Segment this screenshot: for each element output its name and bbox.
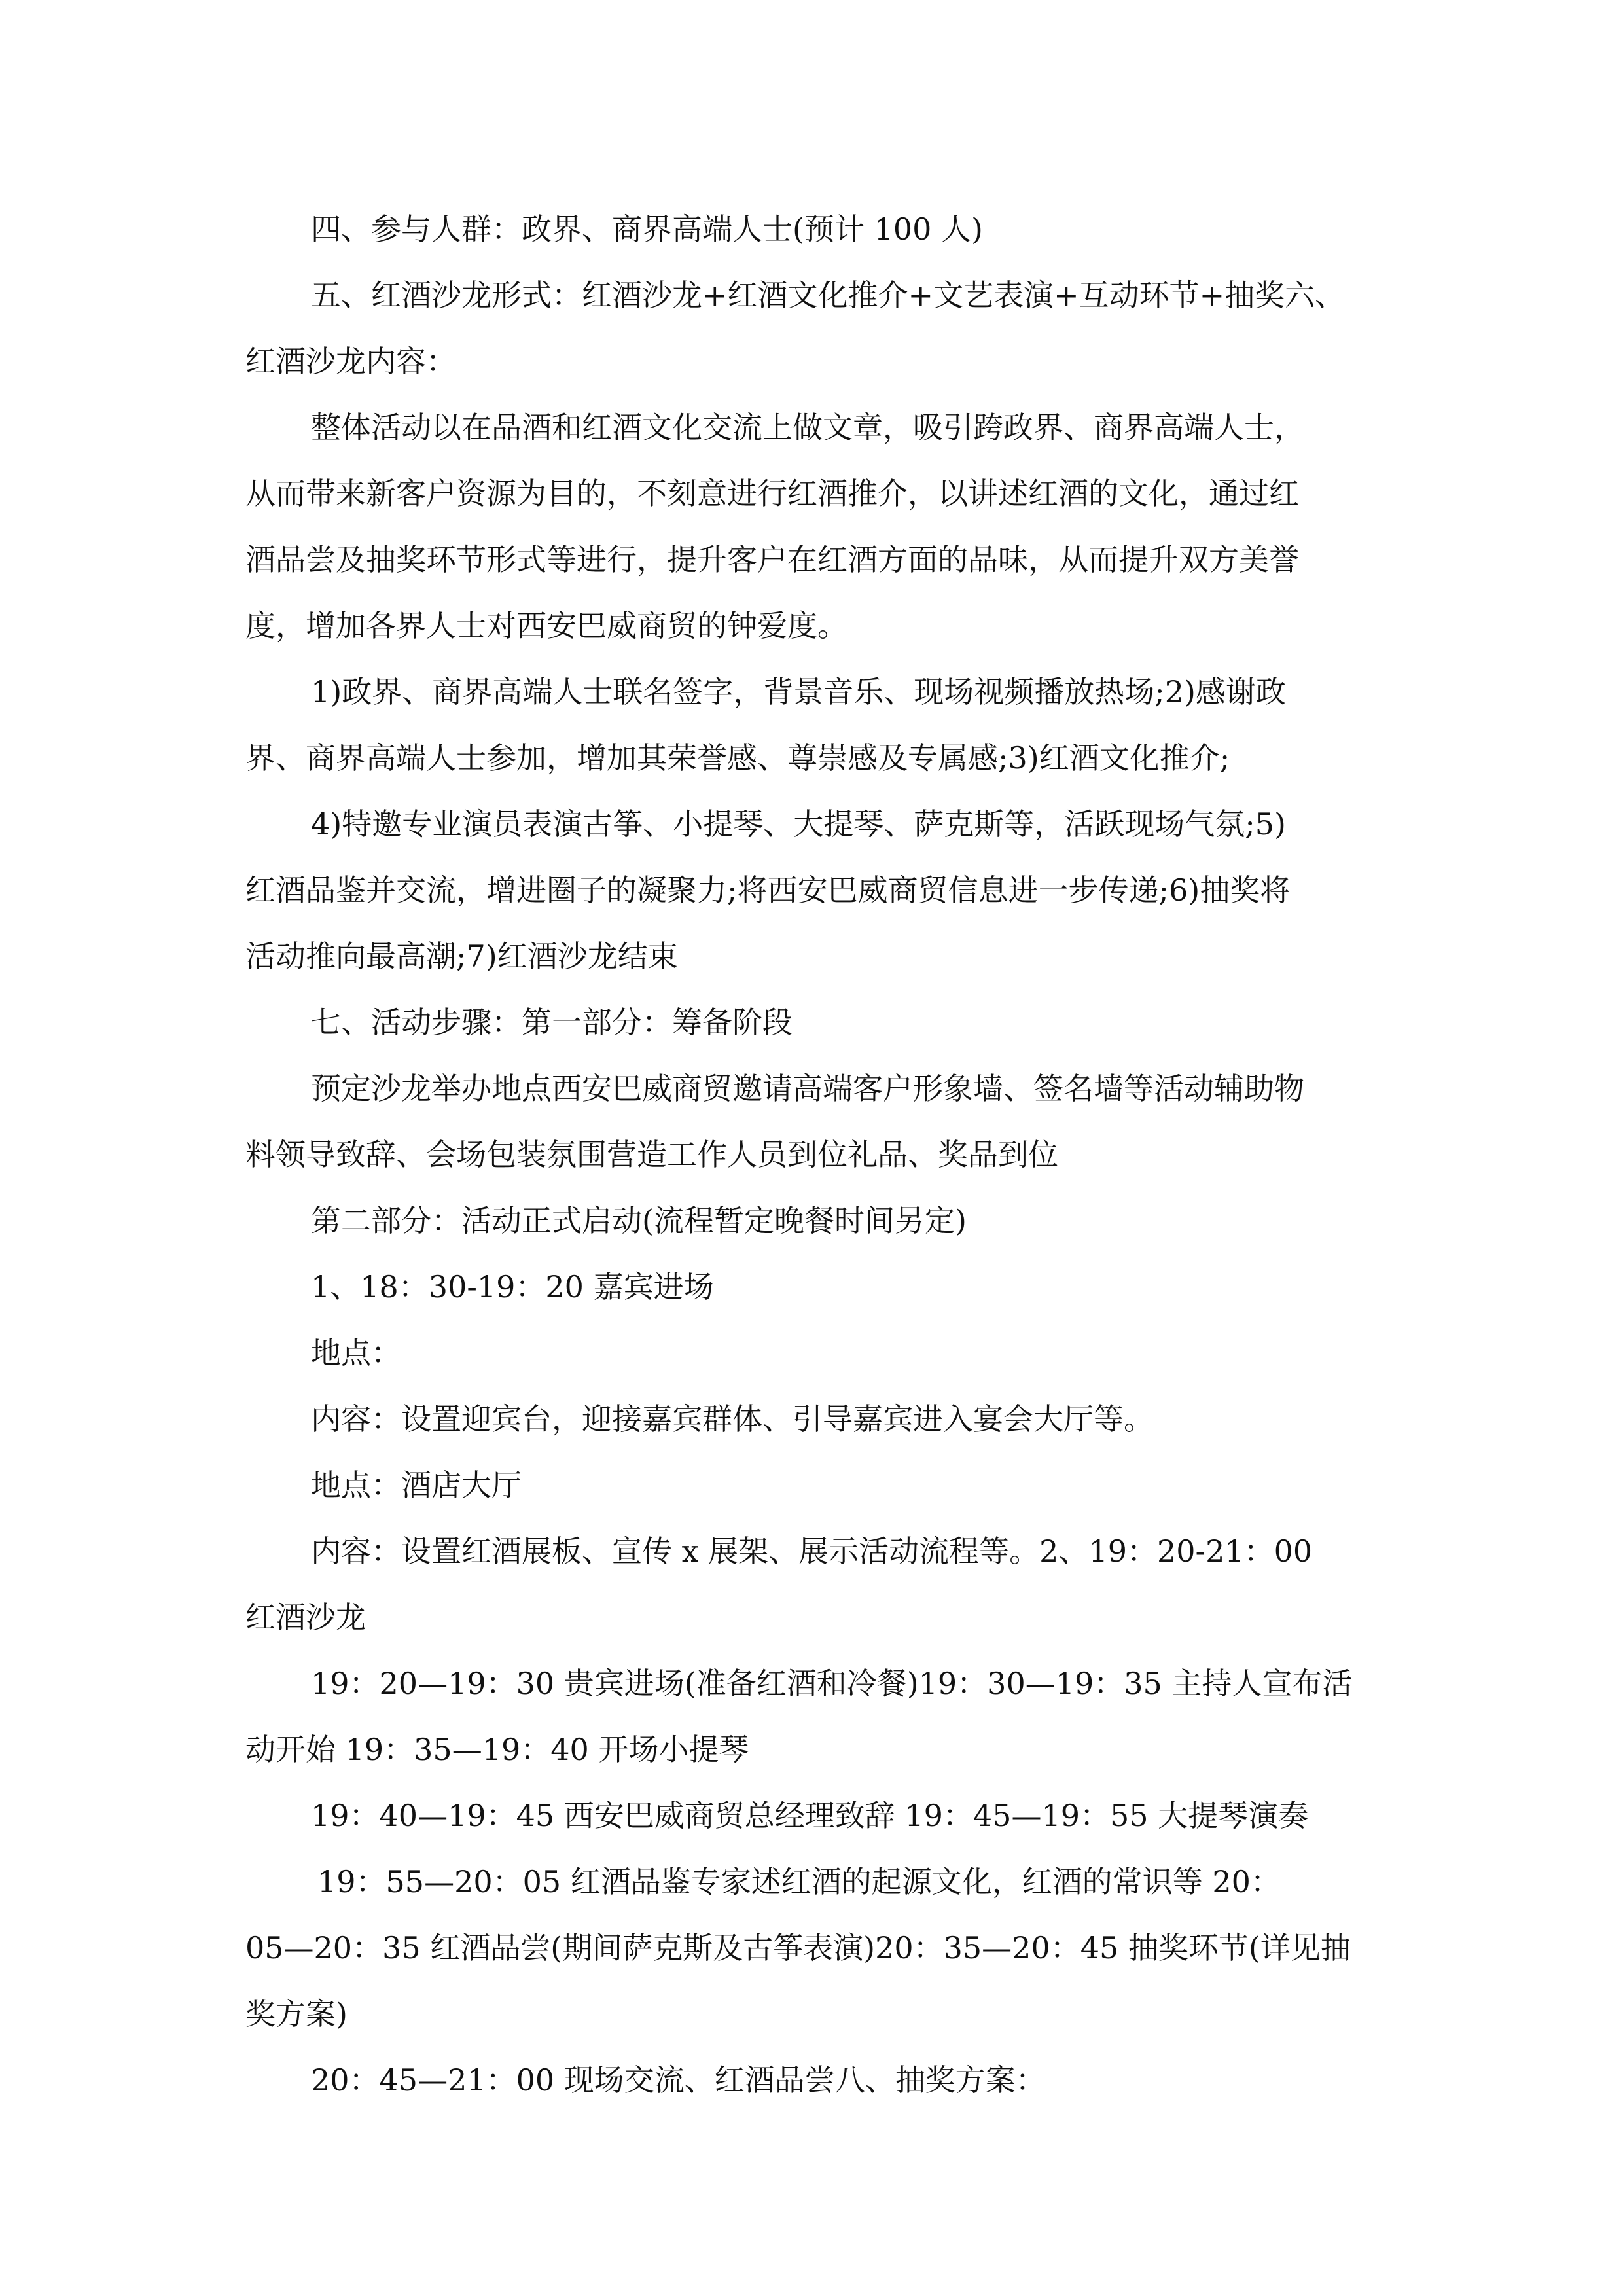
text-line-steps-heading: 七、活动步骤：第一部分：筹备阶段 [311,1005,793,1040]
text-line-schedule-7: 20：45—21：00 现场交流、红酒品尝八、抽奖方案： [311,2062,1046,2098]
document-body [245,196,1381,2113]
text-line-schedule-2: 动开始 19：35—19：40 开场小提琴 [245,1732,749,1767]
text-line-part-two-heading: 第二部分：活动正式启动(流程暂定晚餐时间另定) [311,1203,967,1238]
text-line-overview-1: 整体活动以在品酒和红酒文化交流上做文章，吸引跨政界、商界高端人士， [311,410,1304,445]
text-line-schedule-3: 19：40—19：45 西安巴威商贸总经理致辞 19：45—19：55 大提琴演奏 [311,1798,1309,1833]
text-line-participants: 四、参与人群：政界、商界高端人士(预计 100 人) [311,211,983,247]
text-line-schedule-1: 19：20—19：30 贵宾进场(准备红酒和冷餐)19：30—19：35 主持人宣布活 [311,1666,1353,1701]
text-line-overview-3: 酒品尝及抽奖环节形式等进行，提升客户在红酒方面的品味，从而提升双方美誉 [245,542,1299,577]
text-line-salon-format: 五、红酒沙龙形式：红酒沙龙+红酒文化推介+文艺表演+互动环节+抽奖六、 [311,278,1346,313]
text-line-display-content: 内容：设置红酒展板、宣传 x 展架、展示活动流程等。2、19：20-21：00 [311,1534,1313,1569]
text-line-guest-arrival: 1、18：30-19：20 嘉宾进场 [311,1269,714,1304]
text-line-items-1: 1)政界、商界高端人士联名签字，背景音乐、现场视频播放热场;2)感谢政 [311,674,1286,709]
text-line-items-4: 红酒品鉴并交流，增进圈子的凝聚力;将西安巴威商贸信息进一步传递;6)抽奖将 [245,872,1291,908]
text-line-location-empty: 地点： [311,1335,401,1371]
text-line-preparation-1: 预定沙龙举办地点西安巴威商贸邀请高端客户形象墙、签名墙等活动辅助物 [311,1071,1304,1106]
text-line-reception-content: 内容：设置迎宾台，迎接嘉宾群体、引导嘉宾进入宴会大厅等。 [311,1401,1154,1437]
text-line-schedule-6: 奖方案) [245,1996,348,2032]
text-line-items-2: 界、商界高端人士参加，增加其荣誉感、尊崇感及专属感;3)红酒文化推介; [245,740,1230,776]
text-line-schedule-5: 05—20：35 红酒品尝(期间萨克斯及古筝表演)20：35—20：45 抽奖环节(详见抽 [245,1930,1351,1965]
text-line-hotel-lobby: 地点：酒店大厅 [311,1467,522,1503]
text-line-items-3: 4)特邀专业演员表演古筝、小提琴、大提琴、萨克斯等，活跃现场气氛;5) [311,806,1286,842]
text-line-wine-salon: 红酒沙龙 [245,1600,366,1635]
text-line-overview-2: 从而带来新客户资源为目的，不刻意进行红酒推介，以讲述红酒的文化，通过红 [245,476,1299,511]
text-line-schedule-4: 19：55—20：05 红酒品鉴专家述红酒的起源文化，红酒的常识等 20： [317,1864,1281,1899]
text-line-preparation-2: 料领导致辞、会场包装氛围营造工作人员到位礼品、奖品到位 [245,1137,1058,1172]
text-line-items-5: 活动推向最高潮;7)红酒沙龙结束 [245,939,678,974]
text-line-salon-content-heading: 红酒沙龙内容： [245,344,456,379]
text-line-overview-4: 度，增加各界人士对西安巴威商贸的钟爱度。 [245,608,847,643]
